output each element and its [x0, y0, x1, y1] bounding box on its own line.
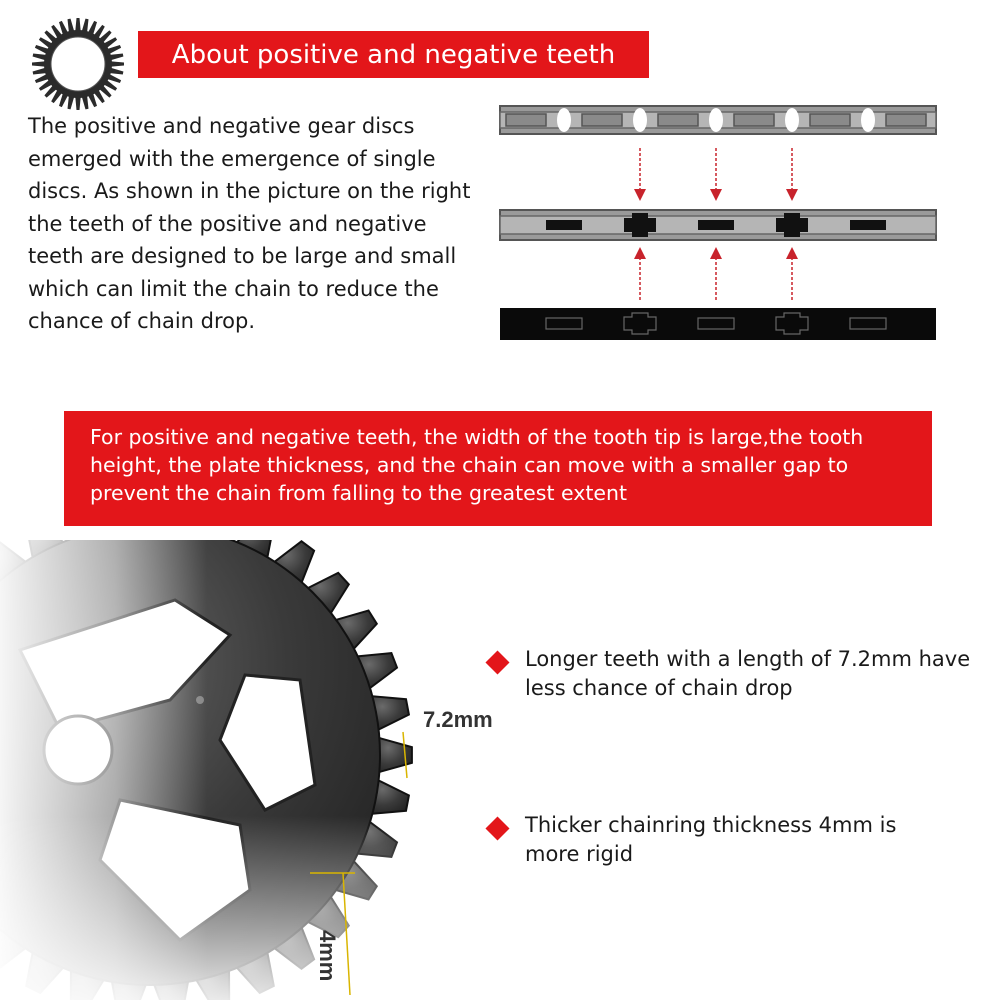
- gear-tooth: [75, 96, 81, 110]
- red-diamond-bullet-icon: [485, 816, 509, 840]
- intro-line: emerged with the emergence of single: [28, 146, 436, 171]
- chainring-logo-icon: [30, 16, 126, 112]
- chain-middle: [500, 210, 936, 240]
- feature-line: less chance of chain drop: [525, 676, 793, 700]
- banner-line: For positive and negative teeth, the width of the tooth tip is large,the tooth: [90, 425, 864, 449]
- intro-line: chance of chain drop.: [28, 309, 255, 333]
- section-title: About positive and negative teeth: [171, 39, 616, 70]
- feature-text: [525, 645, 970, 703]
- section-title-banner: [138, 31, 649, 78]
- gear-tooth: [75, 18, 81, 32]
- banner-line: prevent the chain from falling to the greatest extent: [90, 481, 628, 505]
- intro-line: the teeth of the positive and negative: [28, 211, 427, 236]
- intro-line: The positive and negative gear discs: [28, 114, 415, 138]
- feature-line: Thicker chainring thickness 4mm is: [525, 813, 897, 837]
- feature-line: more rigid: [525, 842, 634, 866]
- gear-tooth: [110, 61, 124, 67]
- thickness-label: 4mm: [315, 930, 340, 982]
- feature-text: [525, 811, 896, 869]
- arrows-up: [640, 253, 792, 300]
- gear-tooth: [32, 61, 46, 67]
- feature-item: [484, 811, 994, 869]
- intro-line: which can limit the chain to reduce the: [28, 276, 439, 301]
- chainring-photo: [0, 540, 460, 1000]
- intro-line: discs. As shown in the picture on the right: [28, 179, 471, 203]
- banner-line: height, the plate thickness, and the chain can move with a smaller gap to: [90, 453, 849, 477]
- info-banner: [64, 411, 932, 526]
- feature-line: Longer teeth with a length of 7.2mm have: [525, 647, 971, 671]
- chain-top: [500, 106, 936, 134]
- intro-paragraph: [28, 110, 498, 338]
- tooth-length-label: 7.2mm: [423, 707, 493, 732]
- intro-line: teeth are designed to be large and small: [28, 244, 457, 268]
- feature-item: [484, 645, 994, 703]
- chainring-profile: [500, 308, 936, 340]
- red-diamond-bullet-icon: [485, 650, 509, 674]
- arrows-down: [640, 148, 792, 195]
- chain-engagement-diagram: [498, 98, 938, 344]
